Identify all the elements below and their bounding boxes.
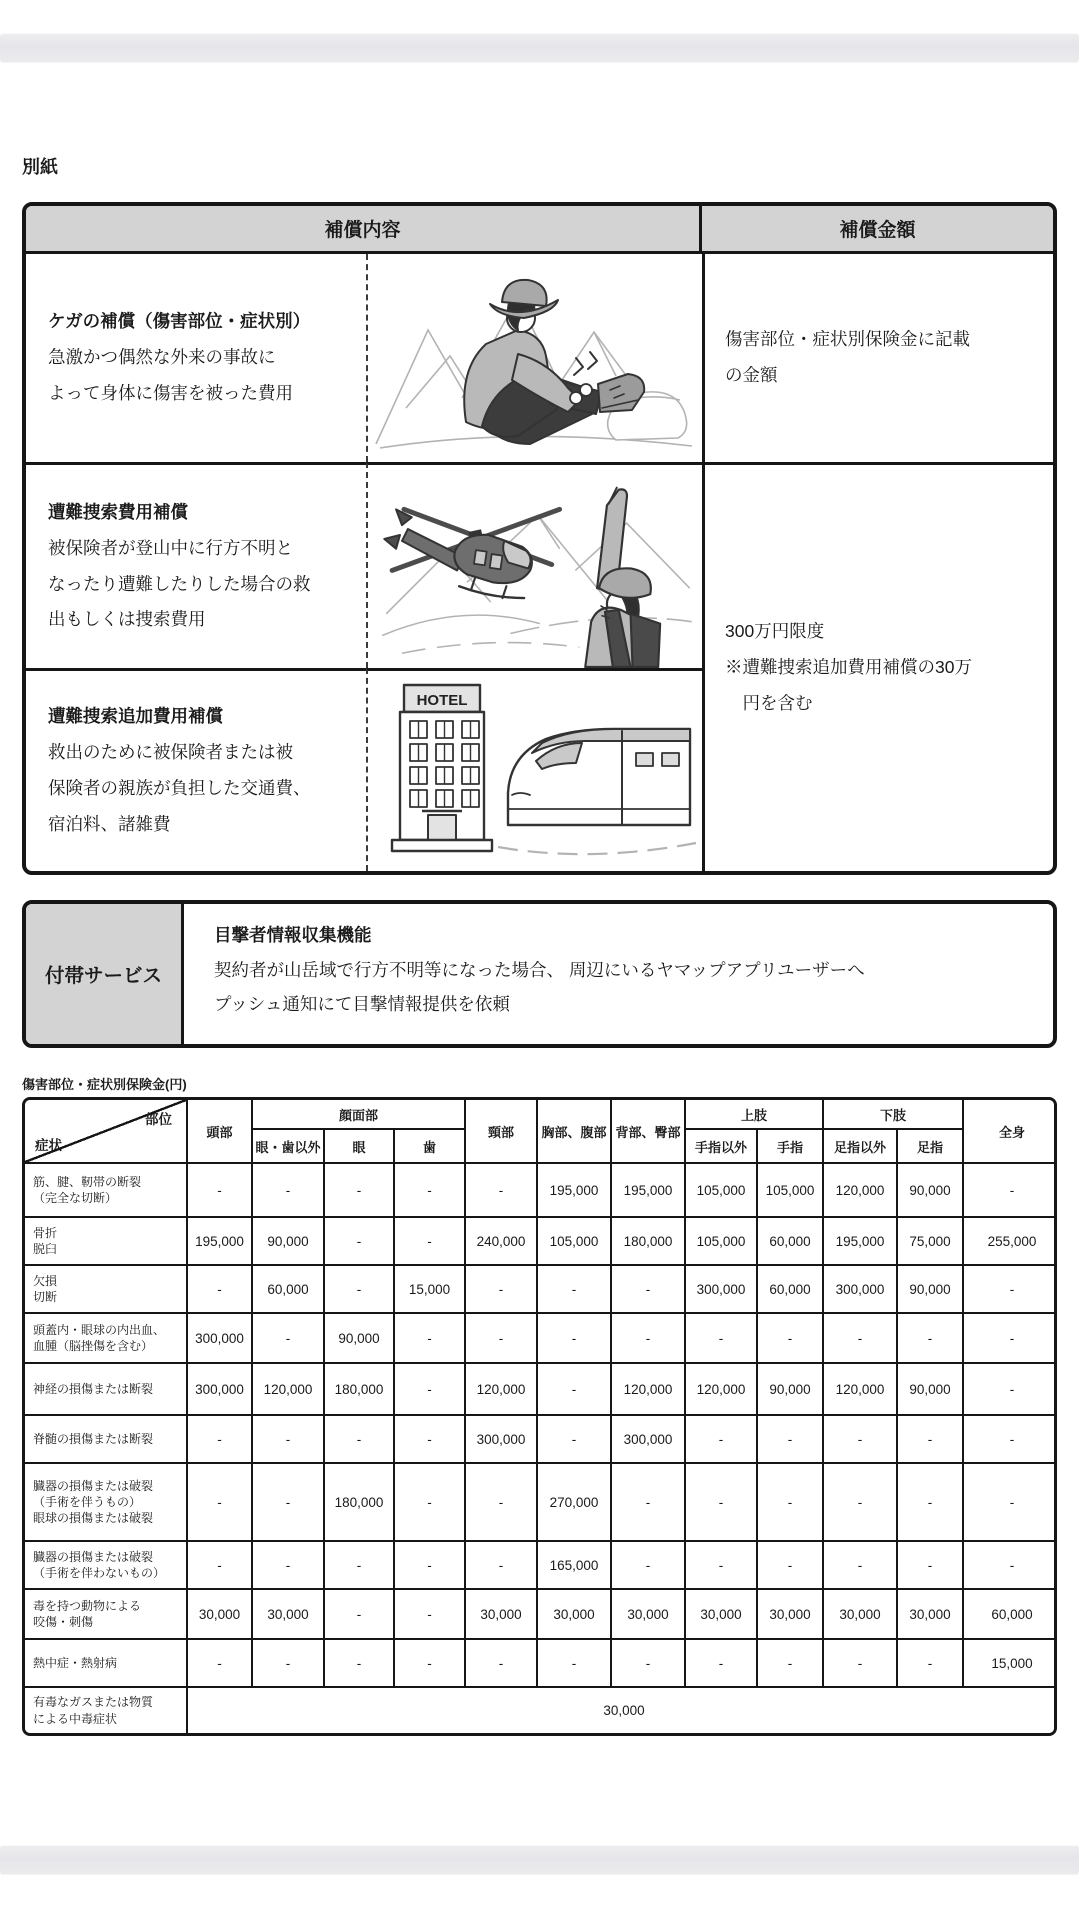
benefit-cell: - [823,1463,897,1541]
coverage-row-title: 遭難捜索追加費用補償 [48,706,223,727]
benefit-cell: - [324,1589,394,1639]
benefit-cell: 30,000 [252,1589,324,1639]
benefit-cell: 300,000 [611,1415,685,1463]
col-header-neck: 頸部 [465,1100,537,1163]
benefit-cell: 75,000 [897,1217,963,1265]
benefit-cell: - [187,1463,252,1541]
benefit-row-label [25,1687,187,1733]
col-header-toe: 足指 [897,1129,963,1163]
benefit-cell: - [324,1265,394,1313]
benefit-cell: - [252,1541,324,1589]
benefit-cell: 195,000 [823,1217,897,1265]
injured-hiker-svg [370,258,700,458]
col-header-face-other: 眼・歯以外 [252,1129,324,1163]
benefit-cell: 30,000 [685,1589,757,1639]
text-line: プッシュ通知にて目撃情報提供を依頼 [214,994,510,1015]
benefit-cell: 180,000 [324,1463,394,1541]
text-line: 出もしくは捜索費用 [48,609,206,630]
benefit-cell: - [757,1313,823,1363]
benefit-cell: - [252,1415,324,1463]
benefit-cell: 15,000 [394,1265,465,1313]
benefit-cell: 105,000 [757,1163,823,1217]
text-line: （手術を伴うもの） [33,1494,142,1509]
benefit-cell: 90,000 [252,1217,324,1265]
text-line: 臓器の損傷または破裂 [33,1478,154,1493]
text-line: の金額 [725,365,778,385]
benefit-cell: 120,000 [685,1363,757,1415]
text-line: 被保険者が登山中に行方不明と [48,537,293,558]
benefit-cell: - [252,1463,324,1541]
text-line: 宿泊料、諸雑費 [48,813,171,834]
benefit-cell: - [757,1463,823,1541]
benefit-cell: 255,000 [963,1217,1057,1265]
benefit-row [25,1217,1057,1265]
benefit-cell: - [394,1541,465,1589]
benefit-cell: - [537,1415,611,1463]
benefit-cell: - [537,1265,611,1313]
text-line: 急激かつ偶然な外来の事故に [48,347,276,368]
benefit-cell: - [537,1313,611,1363]
benefit-cell: 120,000 [611,1363,685,1415]
benefit-cell: - [685,1541,757,1589]
benefit-row-label [25,1363,187,1415]
page-separator-top [0,33,1079,62]
service-title: 目撃者情報収集機能 [214,925,372,945]
benefit-cell: - [823,1541,897,1589]
text-line: 傷害部位・症状別保険金に記載 [725,329,970,350]
benefit-cell: - [611,1463,685,1541]
benefit-cell: 60,000 [252,1265,324,1313]
benefit-cell: - [823,1415,897,1463]
benefit-cell: - [537,1639,611,1687]
benefit-cell: - [394,1217,465,1265]
waving-hiker-icon [585,487,660,666]
benefit-cell: - [897,1415,963,1463]
benefit-cell: 120,000 [465,1363,537,1415]
benefit-cell: 90,000 [324,1313,394,1363]
benefit-row [25,1687,1057,1733]
benefit-cell: 90,000 [897,1363,963,1415]
text-line: 切断 [33,1290,58,1304]
coverage-row-desc [48,735,358,843]
benefit-cell: 120,000 [823,1363,897,1415]
benefit-cell: 195,000 [537,1163,611,1217]
coverage-row-desc [48,531,358,639]
service-body [184,904,1053,1044]
benefit-cell: 30,000 [823,1589,897,1639]
benefit-row-label [25,1265,187,1313]
text-line: 頭蓋内・眼球の内出血、 [33,1322,166,1337]
benefit-cell: 180,000 [324,1363,394,1415]
benefit-cell: 270,000 [537,1463,611,1541]
text-line: 臓器の損傷または破裂 [33,1549,154,1564]
benefit-cell: - [897,1313,963,1363]
benefit-cell: - [611,1265,685,1313]
benefit-row [25,1265,1057,1313]
benefit-cell: - [897,1639,963,1687]
benefit-table [22,1097,1057,1736]
benefit-cell: 105,000 [685,1217,757,1265]
benefit-row-label [25,1589,187,1639]
benefit-cell: - [465,1265,537,1313]
benefit-row-label [25,1415,187,1463]
benefit-cell: - [963,1541,1057,1589]
text-line: 脱臼 [33,1242,58,1256]
benefit-cell: - [963,1163,1057,1217]
benefit-cell: - [187,1639,252,1687]
benefit-cell: 30,000 [757,1589,823,1639]
benefit-cell: - [394,1463,465,1541]
coverage-row-title: 遭難捜索費用補償 [48,501,188,522]
benefit-cell: - [537,1363,611,1415]
text-line: 神経の損傷または断裂 [33,1381,154,1396]
benefit-cell: 60,000 [757,1265,823,1313]
benefit-cell: - [252,1313,324,1363]
text-line: 咬傷・刺傷 [33,1615,94,1629]
benefit-cell: - [963,1363,1057,1415]
benefit-cell: 300,000 [187,1313,252,1363]
coverage-row-rescue-text [26,462,366,668]
coverage-header-content: 補償内容 [26,206,702,254]
benefit-cell: 195,000 [187,1217,252,1265]
benefit-row-label [25,1639,187,1687]
benefit-cell: - [963,1463,1057,1541]
benefit-cell-merged: 30,000 [187,1687,1057,1733]
benefit-cell: 30,000 [537,1589,611,1639]
benefit-cell: - [685,1415,757,1463]
benefit-cell: 90,000 [897,1163,963,1217]
text-line: 保険者の親族が負担した交通費、 [48,778,311,798]
benefit-cell: - [685,1463,757,1541]
benefit-cell: 300,000 [187,1363,252,1415]
text-line: 骨折 [33,1225,58,1240]
benefit-cell: - [823,1639,897,1687]
bullet-train-icon [508,729,690,825]
benefit-cell: - [897,1541,963,1589]
benefit-row [25,1363,1057,1415]
benefit-cell: - [324,1163,394,1217]
benefit-cell: 60,000 [963,1589,1057,1639]
benefit-cell: - [963,1313,1057,1363]
col-header-eye: 眼 [324,1129,394,1163]
text-line: 有毒なガスまたは物質 [33,1695,154,1710]
benefit-cell: 105,000 [537,1217,611,1265]
benefit-cell: 90,000 [897,1265,963,1313]
text-line: 300万円限度 [725,621,825,642]
benefit-cell: - [252,1639,324,1687]
benefit-cell: - [685,1639,757,1687]
benefit-row-label [25,1541,187,1589]
benefit-cell: - [252,1163,324,1217]
benefit-cell: - [757,1639,823,1687]
text-line: 眼球の損傷または破裂 [33,1511,154,1526]
benefit-row-label [25,1313,187,1363]
benefit-cell: 165,000 [537,1541,611,1589]
service-table [22,900,1057,1048]
benefit-cell: - [187,1541,252,1589]
text-line: （完全な切断） [33,1191,118,1205]
benefit-cell: - [187,1163,252,1217]
helicopter-rescue-svg [370,466,700,668]
benefit-cell: 30,000 [611,1589,685,1639]
page-separator-bottom [0,1845,1079,1874]
coverage-row-injury-text [26,254,366,462]
benefit-cell: 240,000 [465,1217,537,1265]
benefit-cell: 180,000 [611,1217,685,1265]
benefit-cell: - [394,1415,465,1463]
benefit-cell: - [611,1313,685,1363]
benefit-cell: - [187,1265,252,1313]
hotel-train-svg [370,677,700,865]
benefit-row [25,1463,1057,1541]
coverage-header-amount: 補償金額 [702,206,1053,254]
text-line: ※遭難捜索追加費用補償の30万 [725,657,972,678]
benefit-row [25,1313,1057,1363]
coverage-row-title: ケガの補償（傷害部位・症状別） [48,311,311,332]
text-line: （手術を伴わないもの） [33,1566,166,1580]
benefit-cell: - [324,1415,394,1463]
benefit-cell: - [394,1363,465,1415]
benefit-cell: - [394,1639,465,1687]
text-line: 熱中症・熱射病 [33,1655,118,1670]
benefit-cell: - [611,1541,685,1589]
service-desc [214,953,1035,1022]
benefit-cell: 105,000 [685,1163,757,1217]
text-line: よって身体に傷害を被った費用 [48,382,293,403]
service-label: 付帯サービス [26,904,184,1044]
text-line: 円を含む [725,692,813,713]
benefit-cell: - [394,1313,465,1363]
benefit-row [25,1415,1057,1463]
col-header-whole-body: 全身 [963,1100,1057,1163]
benefit-cell: - [757,1541,823,1589]
hotel-icon [392,685,492,851]
benefit-cell: 300,000 [685,1265,757,1313]
coverage-row-additional-text [26,668,366,871]
col-header-head: 頭部 [187,1100,252,1163]
benefit-table-title: 傷害部位・症状別保険金(円) [22,1077,187,1092]
benefit-row [25,1541,1057,1589]
benefit-row [25,1163,1057,1217]
corner-label-symptom: 症状 [35,1138,62,1153]
benefit-cell: - [685,1313,757,1363]
col-header-back: 背部、臀部 [611,1100,685,1163]
col-header-hand-other: 手指以外 [685,1129,757,1163]
text-line: 脊髄の損傷または断裂 [33,1431,154,1446]
benefit-row-label [25,1217,187,1265]
benefit-cell: - [187,1415,252,1463]
coverage-amount-rescue [702,462,1053,871]
coverage-amount-injury [702,254,1053,462]
coverage-table [22,202,1057,875]
benefit-cell: - [757,1415,823,1463]
helicopter-rescue-illustration [366,462,702,668]
hotel-sign-text: HOTEL [416,692,468,709]
benefit-cell: - [324,1541,394,1589]
col-header-lower-group: 下肢 [823,1100,963,1129]
helicopter-icon [384,509,559,598]
benefit-cell: 15,000 [963,1639,1057,1687]
text-line: 毒を持つ動物による [33,1598,142,1613]
benefit-cell: - [394,1589,465,1639]
col-header-upper-group: 上肢 [685,1100,823,1129]
benefit-cell: 195,000 [611,1163,685,1217]
benefit-cell: - [611,1639,685,1687]
benefit-cell: - [963,1415,1057,1463]
benefit-cell: 30,000 [897,1589,963,1639]
text-line: による中毒症状 [33,1711,118,1726]
text-line: 契約者が山岳域で行方不明等になった場合、 周辺にいるヤマップアプリユーザーへ [214,959,865,980]
benefit-cell: - [465,1313,537,1363]
benefit-cell: - [897,1463,963,1541]
benefit-cell: 60,000 [757,1217,823,1265]
benefit-cell: 300,000 [823,1265,897,1313]
text-line: 欠損 [33,1273,58,1288]
benefit-cell: - [324,1217,394,1265]
benefit-row [25,1639,1057,1687]
text-line: 血腫（脳挫傷を含む） [33,1339,154,1353]
benefit-row [25,1589,1057,1639]
col-header-chest: 胸部、腹部 [537,1100,611,1163]
corner-label-part: 部位 [145,1112,172,1127]
col-header-foot-other: 足指以外 [823,1129,897,1163]
benefit-corner-cell [25,1100,187,1163]
injured-hiker-illustration [366,254,702,462]
benefit-cell: - [324,1639,394,1687]
text-line: 筋、腱、靭帯の断裂 [33,1174,142,1189]
benefit-cell: 30,000 [465,1589,537,1639]
benefit-cell: - [465,1541,537,1589]
benefit-cell: - [963,1265,1057,1313]
benefit-cell: 120,000 [252,1363,324,1415]
col-header-face-group: 顔面部 [252,1100,465,1129]
text-line: 救出のために被保険者または被 [48,742,293,763]
benefit-cell: 30,000 [187,1589,252,1639]
benefit-cell: 120,000 [823,1163,897,1217]
benefit-row-label [25,1463,187,1541]
benefit-cell: - [394,1163,465,1217]
benefit-cell: - [465,1163,537,1217]
benefit-cell: 90,000 [757,1363,823,1415]
text-line: なったり遭難したりした場合の救 [48,573,311,594]
col-header-finger: 手指 [757,1129,823,1163]
coverage-row-desc [48,340,358,412]
hotel-train-illustration [366,668,702,871]
col-header-tooth: 歯 [394,1129,465,1163]
benefit-cell: 300,000 [465,1415,537,1463]
benefit-cell: - [465,1463,537,1541]
benefit-row-label [25,1163,187,1217]
benefit-cell: - [823,1313,897,1363]
benefit-cell: - [465,1639,537,1687]
page-title: 別紙 [22,157,58,177]
